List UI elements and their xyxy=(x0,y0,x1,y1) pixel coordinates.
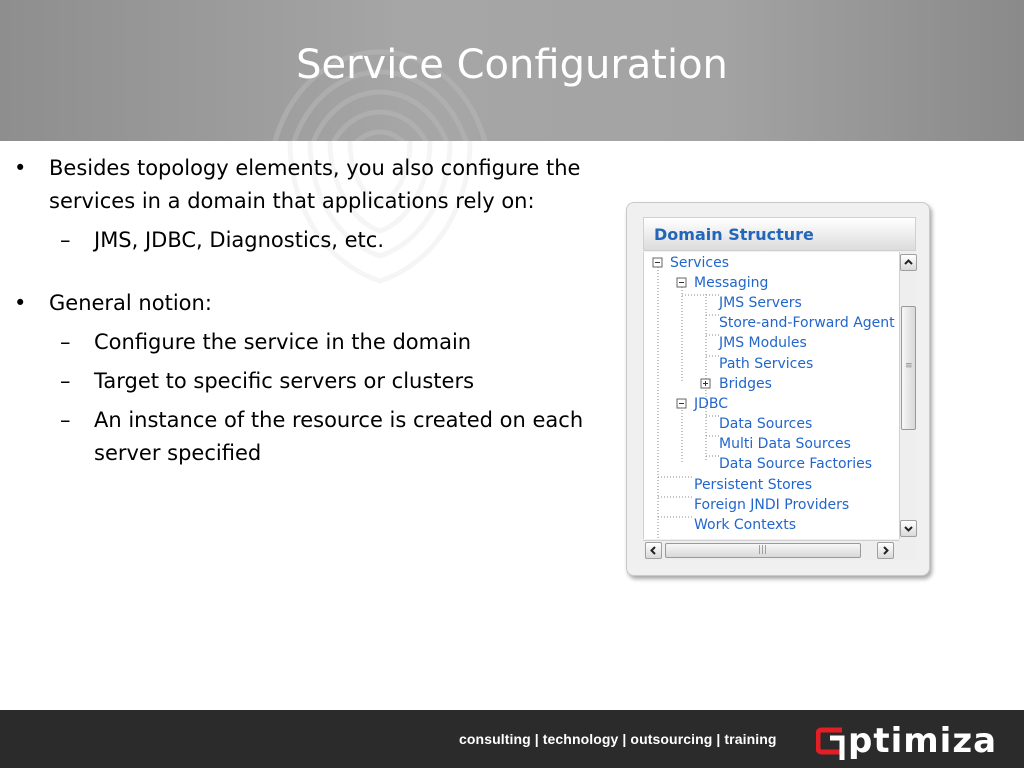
sub-bullet-text: Target to specific servers or clusters xyxy=(94,369,475,393)
scroll-right-button[interactable] xyxy=(877,542,894,559)
horizontal-scroll-thumb[interactable] xyxy=(665,543,861,558)
title-banner xyxy=(0,0,1024,141)
chevron-down-icon xyxy=(901,521,916,536)
vertical-scrollbar[interactable] xyxy=(899,252,916,539)
tree-node-path-services[interactable]: Path Services xyxy=(719,356,814,372)
scroll-up-button[interactable] xyxy=(900,254,917,271)
tree-node-jms-modules[interactable]: JMS Modules xyxy=(719,335,807,351)
sub-bullet-text: Configure the service in the domain xyxy=(94,330,472,354)
tree-node-bridges[interactable]: Bridges xyxy=(719,376,772,392)
panel-header xyxy=(643,217,916,251)
domain-tree xyxy=(643,252,899,539)
scrollbar-corner xyxy=(899,540,916,560)
chevron-left-icon xyxy=(646,543,661,558)
sub-bullet-text: JMS, JDBC, Diagnostics, etc. xyxy=(94,228,384,252)
bullet-marker: • xyxy=(14,291,27,315)
tree-node-multi-data-sources[interactable]: Multi Data Sources xyxy=(719,436,851,452)
tree-node-services[interactable]: Services xyxy=(670,255,730,271)
domain-structure-panel xyxy=(626,202,930,576)
panel-title: Domain Structure xyxy=(654,225,814,244)
horizontal-scrollbar[interactable] xyxy=(643,540,899,560)
dash-marker: – xyxy=(60,408,71,432)
logo-wordmark: ptimiza xyxy=(848,721,998,761)
scroll-down-button[interactable] xyxy=(900,520,917,537)
footer-tagline: consulting | technology | outsourcing | training xyxy=(459,731,777,747)
bullet-text: Besides topology elements, you also configure the services in a domain that applications rely on: xyxy=(49,156,581,213)
chevron-right-icon xyxy=(878,543,893,558)
tree-node-data-source-factories[interactable]: Data Source Factories xyxy=(719,456,873,472)
dash-marker: – xyxy=(60,369,71,393)
page-title: Service Configuration xyxy=(296,42,728,88)
sub-bullet-item xyxy=(0,326,600,359)
tree-node-jms-servers[interactable]: JMS Servers xyxy=(719,295,802,311)
grip-icon: ||| xyxy=(758,545,768,555)
tree-node-persistent-stores[interactable]: Persistent Stores xyxy=(694,477,813,493)
sub-bullet-text: An instance of the resource is created on each server specified xyxy=(94,408,584,465)
optimiza-logo xyxy=(816,721,998,762)
sub-bullet-item xyxy=(0,404,600,470)
sub-bullet-item xyxy=(0,224,600,257)
bullet-text: General notion: xyxy=(49,291,212,315)
bullet-item xyxy=(0,152,600,218)
tree-node-foreign-jndi-providers[interactable]: Foreign JNDI Providers xyxy=(694,497,850,513)
tree-node-messaging[interactable]: Messaging xyxy=(694,275,769,291)
bullet-marker: • xyxy=(14,156,27,180)
dash-marker: – xyxy=(60,330,71,354)
logo-mark-icon xyxy=(816,726,846,762)
dash-marker: – xyxy=(60,228,71,252)
chevron-up-icon xyxy=(901,255,916,270)
bullet-item xyxy=(0,287,600,320)
grip-icon: ≡ xyxy=(905,361,913,371)
tree-node-jdbc[interactable]: JDBC xyxy=(694,396,729,412)
tree-node-data-sources[interactable]: Data Sources xyxy=(719,416,813,432)
tree-node-work-contexts[interactable]: Work Contexts xyxy=(694,517,797,533)
sub-bullet-item xyxy=(0,365,600,398)
tree-node-store-and-forward-agent[interactable]: Store-and-Forward Agent xyxy=(719,315,895,331)
vertical-scroll-thumb[interactable] xyxy=(901,306,916,430)
scroll-left-button[interactable] xyxy=(645,542,662,559)
bullet-list xyxy=(0,152,600,470)
footer-bar xyxy=(0,710,1024,768)
